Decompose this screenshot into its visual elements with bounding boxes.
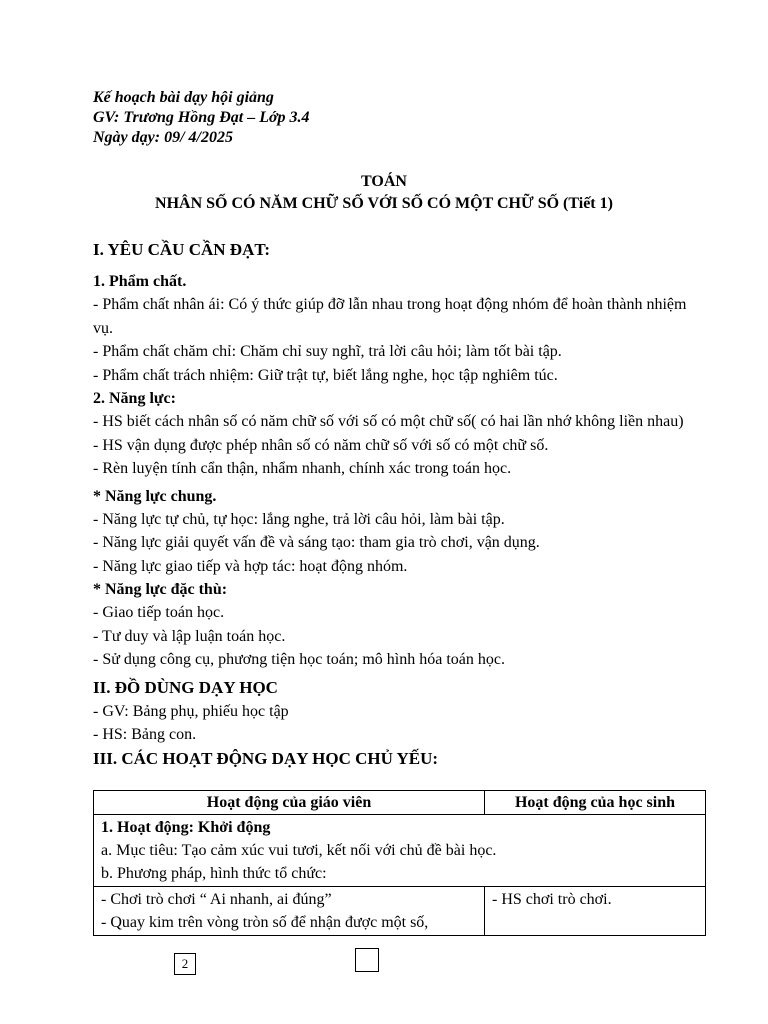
activity-heading: 1. Hoạt động: Khởi động: [101, 819, 271, 836]
teacher-activity-line: - Chơi trò chơi “ Ai nhanh, ai đúng”: [101, 891, 332, 908]
section-heading-requirements: I. YÊU CẦU CẦN ĐẠT:: [93, 240, 271, 259]
specific-competency-item: - Sử dụng công cụ, phương tiện học toán; mô hình hóa toán học.: [93, 651, 505, 668]
subheading-qualities: 1. Phẩm chất.: [93, 273, 187, 290]
subheading-competencies: 2. Năng lực:: [93, 390, 176, 407]
material-item: - HS: Bảng con.: [93, 726, 197, 743]
lesson-content: [93, 238, 705, 771]
lesson-title: NHÂN SỐ CÓ NĂM CHỮ SỐ VỚI SỐ CÓ MỘT CHỮ SỐ (Tiết 1): [155, 195, 613, 212]
table-row: [94, 887, 706, 936]
competency-item: - HS vận dụng được phép nhân số có năm chữ số với số có một chữ số.: [93, 436, 549, 454]
lesson-title-block: [0, 171, 768, 215]
quality-item: - Phẩm chất chăm chỉ: Chăm chỉ suy nghĩ, trả lời câu hỏi; làm tốt bài tập.: [93, 343, 562, 360]
competency-item: - Rèn luyện tính cẩn thận, nhẩm nhanh, chính xác trong toán học.: [93, 460, 512, 477]
header-teacher: GV: Trương Hồng Đạt – Lớp 3.4: [93, 109, 310, 126]
activities-table: [93, 790, 706, 936]
activity-intro-cell: [94, 815, 706, 887]
section-heading-activities: III. CÁC HOẠT ĐỘNG DẠY HỌC CHỦ YẾU:: [93, 748, 439, 768]
specific-competency-item: - Giao tiếp toán học.: [93, 604, 225, 621]
subheading-specific-competencies: * Năng lực đặc thù:: [93, 581, 228, 598]
header-plan-title: Kế hoạch bài dạy hội giảng: [93, 89, 274, 106]
material-item: - GV: Bảng phụ, phiếu học tập: [93, 702, 289, 720]
student-activity-cell: [485, 887, 706, 936]
activity-method: b. Phương pháp, hình thức tổ chức:: [101, 865, 327, 882]
page-number: 2: [174, 953, 196, 975]
general-competency-item: - Năng lực tự chủ, tự học: lắng nghe, trả lời câu hỏi, làm bài tập.: [93, 510, 505, 528]
empty-box: [355, 948, 379, 972]
competency-item: - HS biết cách nhân số có năm chữ số với số có một chữ số( có hai lần nhớ không liền nhau): [93, 413, 684, 430]
student-activity-line: - HS chơi trò chơi.: [492, 891, 612, 908]
quality-item: - Phẩm chất nhân ái: Có ý thức giúp đỡ lẫn nhau trong hoạt động nhóm để hoàn thành nhiệm vụ.: [93, 296, 687, 337]
subject-title: TOÁN: [361, 173, 407, 190]
specific-competency-item: - Tư duy và lập luận toán học.: [93, 627, 286, 645]
column-header-teacher: Hoạt động của giáo viên: [94, 791, 485, 815]
subheading-general-competencies: * Năng lực chung.: [93, 487, 217, 505]
lesson-header: [93, 88, 310, 148]
header-date: Ngày dạy: 09/ 4/2025: [93, 129, 233, 146]
activity-objective: a. Mục tiêu: Tạo cảm xúc vui tươi, kết nối với chủ đề bài học.: [101, 842, 497, 859]
teacher-activity-line: - Quay kim trên vòng tròn số để nhận được một số,: [101, 914, 429, 931]
general-competency-item: - Năng lực giao tiếp và hợp tác: hoạt động nhóm.: [93, 557, 408, 575]
quality-item: - Phẩm chất trách nhiệm: Giữ trật tự, biết lắng nghe, học tập nghiêm túc.: [93, 366, 558, 384]
table-row: [94, 815, 706, 887]
teacher-activity-cell: [94, 887, 485, 936]
section-heading-materials: II. ĐỒ DÙNG DẠY HỌC: [93, 677, 278, 697]
column-header-student: Hoạt động của học sinh: [485, 791, 706, 815]
general-competency-item: - Năng lực giải quyết vấn đề và sáng tạo: tham gia trò chơi, vận dụng.: [93, 534, 540, 551]
table-header-row: [94, 791, 706, 815]
